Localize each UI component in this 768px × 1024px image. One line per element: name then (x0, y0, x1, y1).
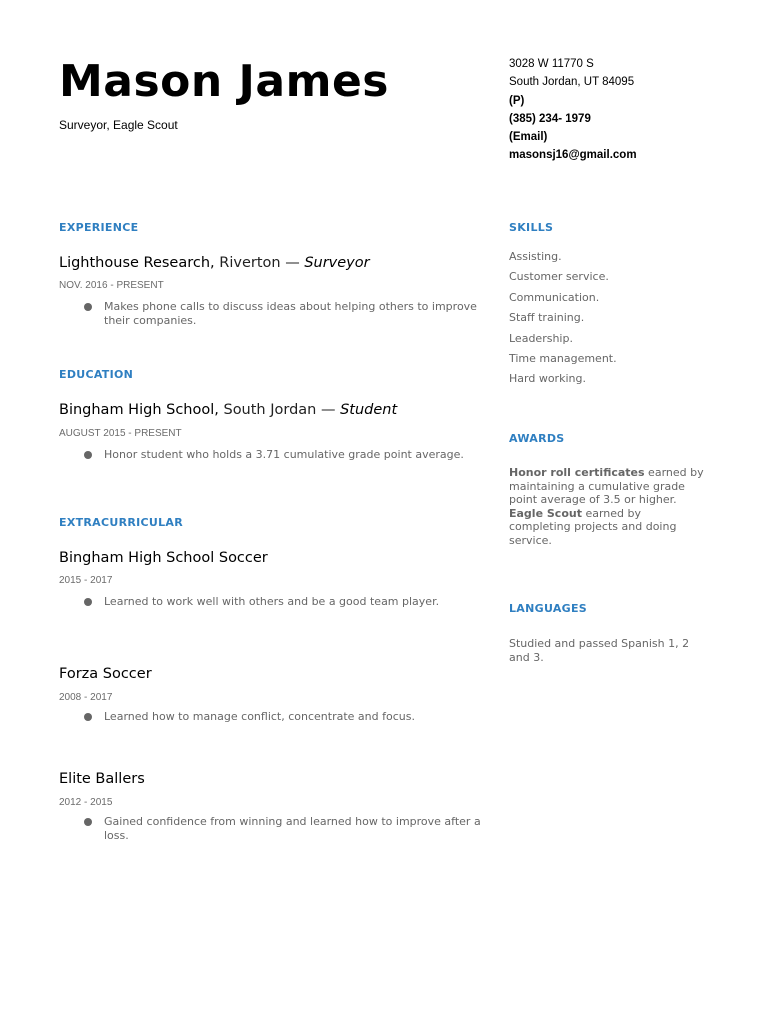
bullet-text: Honor student who holds a 3.71 cumulative grade point average. (104, 448, 464, 461)
entry-location: South Jordan — (223, 402, 336, 418)
entry-bullet (84, 300, 494, 328)
bullet-dot-icon (84, 713, 92, 721)
resume-tagline: Surveyor, Eagle Scout (59, 118, 178, 132)
skills-heading: SKILLS (509, 221, 554, 234)
bullet-dot-icon (84, 818, 92, 826)
resume-name: Mason James (59, 56, 389, 107)
entry-bullet (84, 710, 494, 724)
awards-heading: AWARDS (509, 432, 565, 445)
entry-dates: 2008 - 2017 (59, 692, 113, 703)
skill-item: Customer service. (509, 270, 609, 284)
entry-org: Lighthouse Research, (59, 255, 215, 271)
entry-bullet (84, 815, 494, 843)
skill-item: Time management. (509, 352, 617, 366)
entry-dates: NOV. 2016 - PRESENT (59, 280, 164, 291)
entry-dates: 2015 - 2017 (59, 575, 113, 586)
entry-org: Forza Soccer (59, 666, 152, 682)
bullet-dot-icon (84, 598, 92, 606)
address-line-2: South Jordan, UT 84095 (509, 76, 635, 89)
award-text: earned by completing projects and doing service. (509, 506, 677, 547)
award-item (509, 466, 704, 507)
entry-location: Riverton — (219, 255, 300, 271)
skill-item: Staff training. (509, 311, 585, 325)
experience-heading: EXPERIENCE (59, 221, 139, 234)
entry-org: Bingham High School, (59, 402, 219, 418)
email-label: (Email) (509, 131, 548, 144)
entry-org: Bingham High School Soccer (59, 550, 268, 566)
phone-number: (385) 234- 1979 (509, 112, 591, 125)
entry-role: Student (340, 402, 398, 418)
phone-label: (P) (509, 94, 525, 107)
education-entry-title (59, 402, 397, 418)
skill-item: Hard working. (509, 372, 586, 386)
entry-org: Elite Ballers (59, 771, 145, 787)
entry-dates: 2012 - 2015 (59, 797, 113, 808)
awards-block (509, 466, 704, 548)
skill-item: Communication. (509, 290, 600, 304)
bullet-dot-icon (84, 451, 92, 459)
award-text: earned by maintaining a cumulative grade point average of 3.5 or higher. (509, 466, 704, 507)
education-heading: EDUCATION (59, 368, 134, 381)
languages-heading: LANGUAGES (509, 602, 588, 615)
experience-entry-title (59, 255, 370, 271)
address-line-1: 3028 W 11770 S (509, 58, 594, 70)
contact-block (509, 55, 637, 165)
skill-item: Assisting. (509, 250, 562, 263)
extracurricular-entry-title (59, 550, 268, 566)
email-address: masonsj16@gmail.com (509, 149, 637, 162)
bullet-text: Gained confidence from winning and learned how to improve after a loss. (104, 815, 481, 842)
entry-role: Surveyor (304, 255, 370, 271)
entry-dates: AUGUST 2015 - PRESENT (59, 428, 182, 439)
award-item (509, 507, 704, 548)
award-title: Eagle Scout (509, 506, 582, 520)
entry-bullet (84, 448, 494, 462)
entry-bullet (84, 595, 494, 609)
bullet-text: Learned how to manage conflict, concentrate and focus. (104, 710, 415, 723)
bullet-text: Learned to work well with others and be a good team player. (104, 595, 440, 608)
extracurricular-entry-title (59, 771, 145, 787)
extracurricular-heading: EXTRACURRICULAR (59, 516, 184, 529)
extracurricular-entry-title (59, 666, 152, 682)
award-title: Honor roll certificates (509, 466, 645, 479)
skill-item: Leadership. (509, 331, 573, 345)
bullet-dot-icon (84, 303, 92, 311)
languages-text: Studied and passed Spanish 1, 2 and 3. (509, 637, 690, 664)
skills-list (509, 247, 617, 390)
bullet-text: Makes phone calls to discuss ideas about helping others to improve their companies. (104, 300, 477, 327)
